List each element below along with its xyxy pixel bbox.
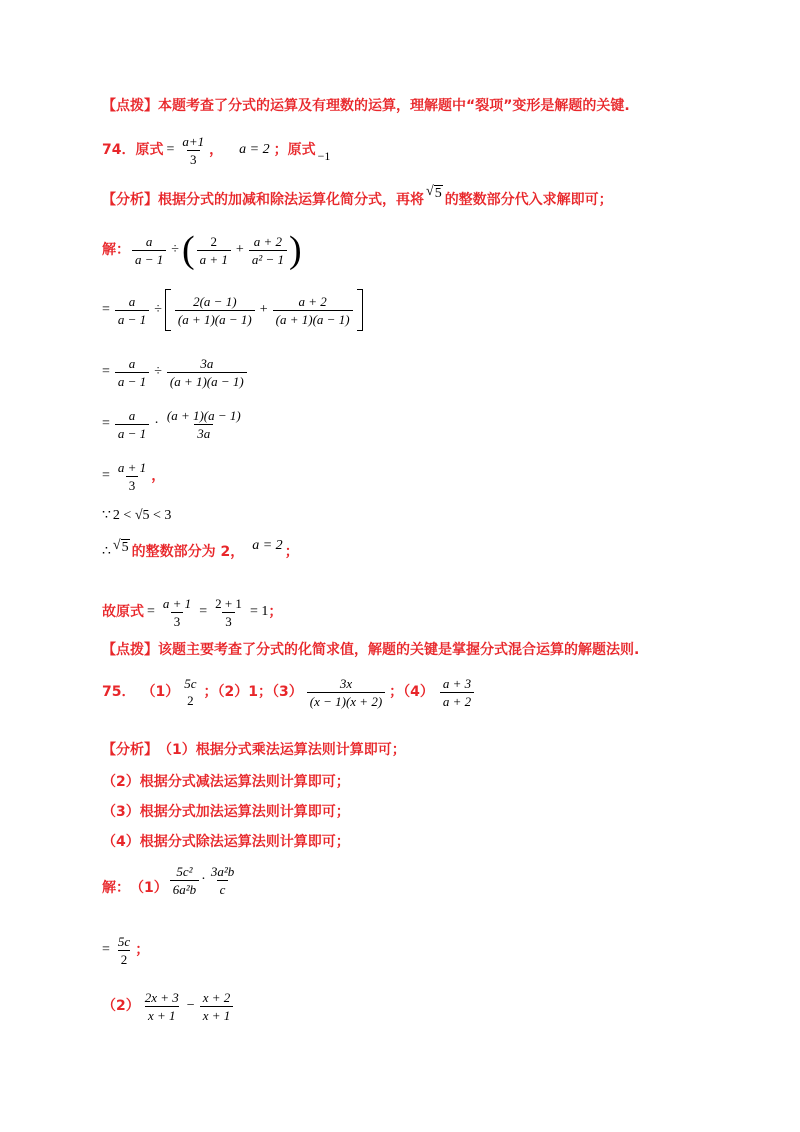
sep2: ； bbox=[273, 142, 288, 158]
analysis-75-4: （4）根据分式除法运算法则计算即可； bbox=[102, 834, 350, 850]
solution-step-2: = $\frac{a}{a - 1}$ ÷ $\frac{2(a - 1)}{(a + 1)(a - 1)}$ + $\frac{a + 2}{(a + 1)(a - 1)}$ bbox=[102, 288, 363, 332]
question-number-75: 75． bbox=[102, 684, 136, 700]
solution-75-2: （2） $\frac{2x + 3}{x + 1}$ − $\frac{x + 2}{x + 1}$ bbox=[102, 986, 235, 1026]
answer-fraction: $\frac{a+1}{3}$ bbox=[182, 133, 205, 167]
solution-step-3: = $\frac{a}{a - 1}$ ÷ $\frac{3a}{(a + 1)(a - 1)}$ bbox=[102, 352, 249, 392]
analysis-label: 【分析】 bbox=[102, 192, 158, 208]
hint-label: 【点拨】 bbox=[102, 98, 158, 114]
hint-text: 本题考查了分式的运算及有理数的运算，理解题中“裂项”变形是解题的关键. bbox=[158, 98, 630, 114]
analysis-75-3: （3）根据分式加法运算法则计算即可； bbox=[102, 804, 350, 820]
solution-step-1: 解： $\frac{a}{a - 1}$ ÷ ( $\frac{2}{a + 1}$ + $\frac{a + 2}{\text{a² − 1}}$ ) bbox=[102, 229, 302, 271]
a-equals: a = 2 bbox=[239, 142, 270, 157]
answer-75: 75． （1） 5c 2 ；（2）1；（3） $\frac{3x}{(x - 1)(x + 2)}$ ；（4） $\frac{a + 3}{a + 2}$ bbox=[102, 666, 476, 718]
analysis-75-1: 【分析】 （1）根据分式乘法运算法则计算即可； bbox=[102, 742, 406, 758]
question-number: 74． bbox=[102, 142, 136, 158]
solution-75-1-result: = $\frac{5c}{2}$ ； bbox=[102, 933, 150, 967]
jie-label: 解： bbox=[102, 242, 130, 258]
hint-line-74b: 【点拨】 该题主要考查了分式的化简求值，解题的关键是掌握分式混合运算的解题法则. bbox=[102, 642, 640, 658]
because-line: ∵ 2 < √5 < 3 bbox=[102, 508, 172, 523]
sep: ， bbox=[209, 142, 224, 158]
analysis-74 bbox=[102, 180, 613, 220]
hint-line-74 bbox=[102, 96, 630, 116]
solution-step-5: = $\frac{a + 1}{3}$ ， bbox=[102, 459, 166, 493]
solution-step-4: = $\frac{a}{a - 1}$ · $\frac{(a + 1)(a - 1)}{3a}$ bbox=[102, 407, 241, 441]
answer-prefix: 原式 bbox=[135, 142, 164, 158]
analysis-text2: 的整数部分代入求解即可； bbox=[444, 192, 613, 208]
result-prefix: 原式 bbox=[287, 142, 316, 158]
therefore-line: ∴ √ 5 的整数部分为 2， a = 2 ； bbox=[102, 538, 299, 560]
comma: ， bbox=[151, 468, 166, 484]
analysis-75-2: （2）根据分式减法运算法则计算即可； bbox=[102, 774, 350, 790]
analysis-text1: 根据分式的加减和除法运算化简分式，再将 bbox=[158, 192, 424, 208]
result-value: −1 bbox=[317, 149, 331, 163]
final-line: 故原式 = $\frac{a + 1}{3}$ = $\frac{2 + 1}{3}$ = 1 ； bbox=[102, 595, 283, 629]
answer-74: 74． 原式 = $\frac{a+1}{3}$ ， a = 2 ； 原式 −1 bbox=[102, 133, 331, 167]
sqrt-five: √ 5 bbox=[426, 184, 442, 201]
solution-75-1: 解： （1） $\frac{\text{5c²}}{\text{6a²b}}$ · $\frac{\text{3a²b}}{c}$ bbox=[102, 863, 235, 897]
